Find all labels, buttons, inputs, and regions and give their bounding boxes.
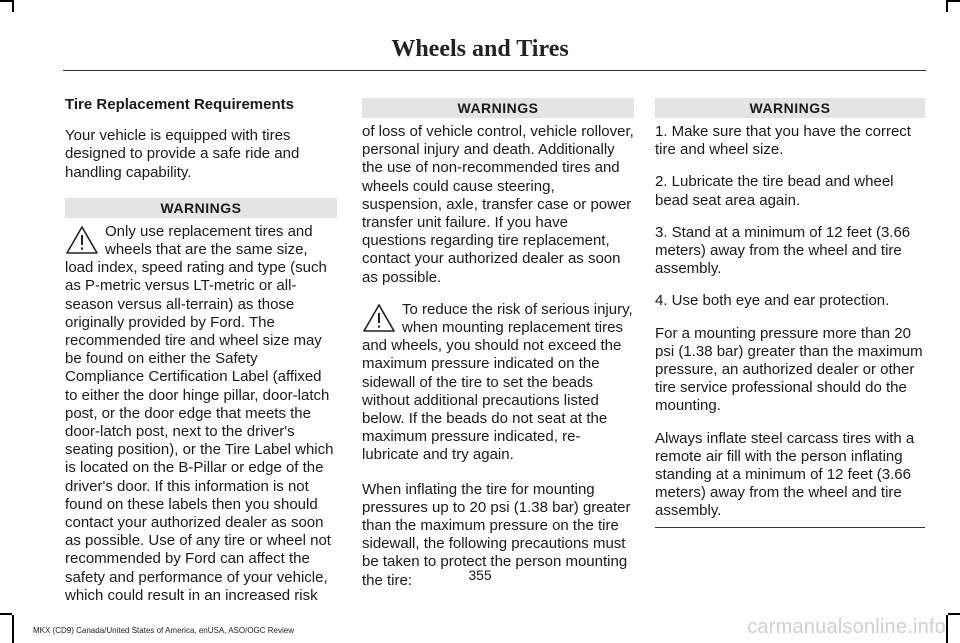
crop-mark bbox=[12, 0, 14, 12]
warning-text: To reduce the risk of serious injury, when mounting replacement tires and wheels, you should not exceed the maximum pressure indicated on the sidewall of the tire to set the beads without additional precautions listed below. If the beads do not seat at the maximum pressure indicated, re-lubricate and try again. bbox=[362, 300, 633, 464]
watermark: carmanualsonline.info bbox=[747, 616, 946, 638]
crop-mark bbox=[948, 613, 960, 615]
header-divider bbox=[63, 70, 926, 71]
crop-mark bbox=[0, 613, 12, 615]
warning-text: Only use replacement tires and wheels that are the same size, load index, speed rating and type (such as P-metric versus LT-metric or all-season versus all-terrain) as those originally provided by Ford. The recommended tire and wheel size may be found on either the Safety Compliance Certification Label (affixed to either the door hinge pillar, door-latch post, or the door edge that meets the door-latch post, next to the driver's seating position), or the Tire Label which is located on the B-Pillar or edge of the driver's door. If this information is not found on these labels then you should contact your authorized dealer as soon as possible. Use of any tire or wheel not recommended by Ford can affect the safety and performance of your vehicle, which could result in an increased risk bbox=[65, 222, 334, 604]
column-2 bbox=[362, 98, 634, 602]
body-paragraph: When inflating the tire for mounting pressures up to 20 psi (1.38 bar) greater than the maximum pressure on the tire sidewall, the following precautions must be taken to protect the person mounting the tire: bbox=[362, 480, 631, 589]
warning-step: 4. Use both eye and ear protection. bbox=[655, 292, 890, 310]
crop-mark bbox=[12, 615, 14, 643]
warnings-banner: WARNINGS bbox=[655, 98, 925, 118]
warning-continuation: of loss of vehicle control, vehicle rollover, personal injury and death. Additionally the use of non-recommended tires and wheels could cause steering, suspension, axle, transfer case or power transfer unit failure. If you have questions regarding tire replacement, contact your authorized dealer as soon as possible. bbox=[362, 123, 634, 286]
document-info: MKX (CD9) Canada/United States of America, enUSA, ASO/OGC Review bbox=[33, 626, 294, 635]
crop-mark bbox=[946, 615, 948, 643]
warning-paragraph: Always inflate steel carcass tires with a remote air fill with the person inflating standing at a minimum of 12 feet (3.66 meters) away from the wheel and tire assembly. bbox=[655, 429, 915, 520]
crop-mark bbox=[0, 0, 12, 2]
warning-triangle-icon bbox=[362, 303, 396, 333]
warnings-banner: WARNINGS bbox=[65, 198, 337, 218]
intro-paragraph: Your vehicle is equipped with tires designed to provide a safe ride and handling capability. bbox=[65, 127, 300, 181]
section-heading: Tire Replacement Requirements bbox=[65, 96, 294, 113]
warning-triangle-icon bbox=[65, 225, 99, 255]
warning-step: 3. Stand at a minimum of 12 feet (3.66 meters) away from the wheel and tire assembly. bbox=[655, 223, 911, 278]
warnings-banner: WARNINGS bbox=[362, 98, 634, 118]
page-title: Wheels and Tires bbox=[391, 36, 569, 62]
warning-step: 2. Lubricate the tire bead and wheel bead seat area again. bbox=[655, 173, 894, 209]
crop-mark bbox=[948, 0, 960, 2]
crop-mark bbox=[946, 0, 948, 12]
warning-item bbox=[362, 301, 634, 465]
warning-item bbox=[65, 223, 337, 605]
column-1 bbox=[65, 96, 337, 617]
warnings-end-divider bbox=[655, 527, 925, 528]
warning-paragraph: For a mounting pressure more than 20 psi (1.38 bar) greater than the maximum pressure, an authorized dealer or other tire service professional should do the mounting. bbox=[655, 324, 923, 415]
warning-step: 1. Make sure that you have the correct tire and wheel size. bbox=[655, 123, 911, 159]
column-3 bbox=[655, 98, 925, 528]
page-number: 355 bbox=[468, 567, 492, 583]
